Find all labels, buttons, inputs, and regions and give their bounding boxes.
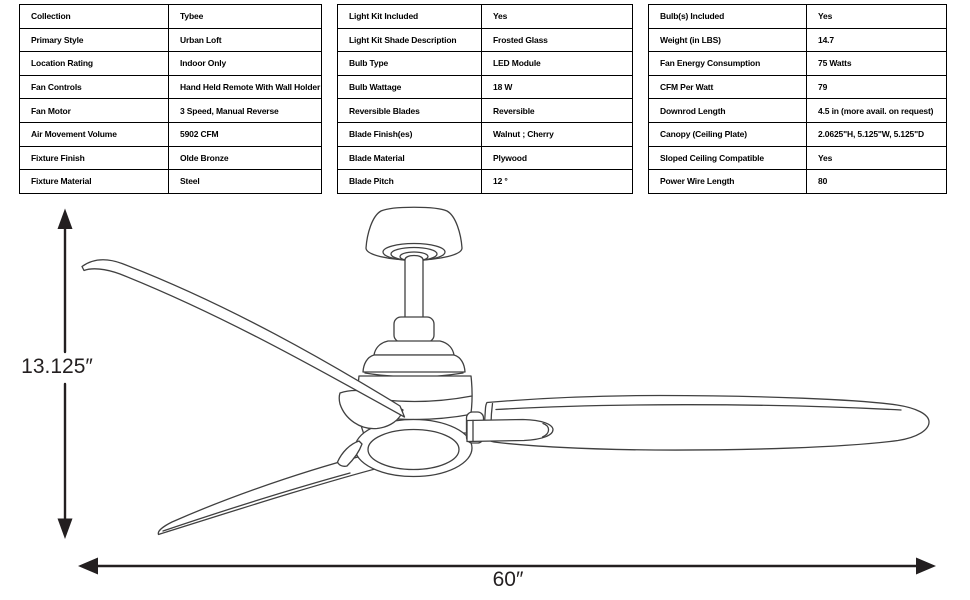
spec-value: Yes [482, 5, 633, 29]
spec-row [338, 28, 633, 52]
spec-row [20, 99, 322, 123]
spec-label: Light Kit Included [338, 5, 482, 29]
spec-label: Location Rating [20, 52, 169, 76]
spec-row [20, 75, 322, 99]
spec-row [649, 170, 947, 194]
spec-label: Collection [20, 5, 169, 29]
spec-value: Yes [807, 5, 947, 29]
spec-label: Canopy (Ceiling Plate) [649, 122, 807, 146]
spec-label: Blade Finish(es) [338, 122, 482, 146]
spec-row [649, 122, 947, 146]
spec-value: 80 [807, 170, 947, 194]
spec-row [649, 28, 947, 52]
spec-table-general [19, 4, 322, 194]
spec-row [338, 170, 633, 194]
spec-label: Blade Pitch [338, 170, 482, 194]
spec-table-light-blades [337, 4, 633, 194]
spec-label: Power Wire Length [649, 170, 807, 194]
spec-label: Light Kit Shade Description [338, 28, 482, 52]
spec-row [649, 52, 947, 76]
spec-value: Yes [807, 146, 947, 170]
fan-diagram [0, 195, 970, 600]
spec-value: 18 W [482, 75, 633, 99]
spec-label: Fan Motor [20, 99, 169, 123]
spec-label: Fan Energy Consumption [649, 52, 807, 76]
spec-label: Sloped Ceiling Compatible [649, 146, 807, 170]
spec-row [649, 99, 947, 123]
spec-label: Bulb Type [338, 52, 482, 76]
spec-value: Hand Held Remote With Wall Holder [169, 75, 322, 99]
spec-value: Frosted Glass [482, 28, 633, 52]
spec-row [649, 5, 947, 29]
spec-row [649, 75, 947, 99]
spec-value: 75 Watts [807, 52, 947, 76]
spec-value: 2.0625"H, 5.125"W, 5.125"D [807, 122, 947, 146]
spec-value: 5902 CFM [169, 122, 322, 146]
blade-right-drawing [484, 396, 929, 451]
spec-label: Blade Material [338, 146, 482, 170]
spec-label: CFM Per Watt [649, 75, 807, 99]
spec-label: Primary Style [20, 28, 169, 52]
downrod-drawing [405, 256, 423, 321]
spec-value: Olde Bronze [169, 146, 322, 170]
spec-value: Walnut ; Cherry [482, 122, 633, 146]
spec-row [20, 52, 322, 76]
spec-row [20, 122, 322, 146]
spec-value: 3 Speed, Manual Reverse [169, 99, 322, 123]
spec-row [338, 5, 633, 29]
spec-row [20, 170, 322, 194]
spec-value: Indoor Only [169, 52, 322, 76]
height-dimension-label: 13.125″ [4, 355, 110, 378]
spec-row [338, 122, 633, 146]
spec-value: Tybee [169, 5, 322, 29]
spec-value: Steel [169, 170, 322, 194]
spec-label: Bulb(s) Included [649, 5, 807, 29]
spec-label: Reversible Blades [338, 99, 482, 123]
spec-value: 79 [807, 75, 947, 99]
spec-row [338, 75, 633, 99]
spec-label: Fan Controls [20, 75, 169, 99]
spec-row [338, 146, 633, 170]
spec-label: Fixture Finish [20, 146, 169, 170]
spec-value: Plywood [482, 146, 633, 170]
spec-row [20, 146, 322, 170]
canopy-drawing [366, 207, 462, 261]
spec-label: Fixture Material [20, 170, 169, 194]
width-dimension-label: 60″ [492, 568, 524, 591]
spec-row [338, 99, 633, 123]
spec-value: Urban Loft [169, 28, 322, 52]
spec-row [338, 52, 633, 76]
spec-value: Reversible [482, 99, 633, 123]
spec-value: 4.5 in (more avail. on request) [807, 99, 947, 123]
spec-value: 12 ° [482, 170, 633, 194]
spec-label: Downrod Length [649, 99, 807, 123]
spec-label: Air Movement Volume [20, 122, 169, 146]
spec-table-technical [648, 4, 947, 194]
spec-value: LED Module [482, 52, 633, 76]
spec-value: 14.7 [807, 28, 947, 52]
spec-label: Bulb Wattage [338, 75, 482, 99]
spec-row [20, 5, 322, 29]
spec-row [20, 28, 322, 52]
spec-row [649, 146, 947, 170]
spec-label: Weight (in LBS) [649, 28, 807, 52]
